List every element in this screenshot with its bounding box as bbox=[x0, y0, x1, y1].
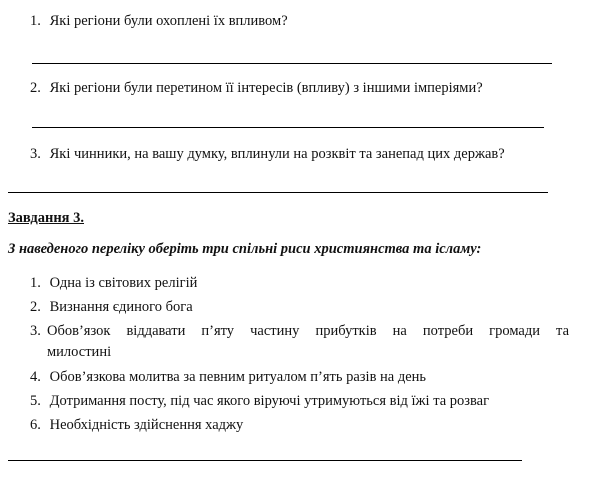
list-item-text: Обов’язкова молитва за певним ритуалом п’ять разів на день bbox=[49, 369, 427, 385]
question-text: Які чинники, на вашу думку, вплинули на розквіт та занепад цих держав? bbox=[49, 146, 505, 162]
answer-line-1[interactable] bbox=[32, 63, 552, 64]
list-item-number: 5. bbox=[30, 393, 41, 409]
question-text: Які регіони були перетином її інтересів (впливу) з іншими імперіями? bbox=[49, 80, 483, 96]
list-item-number: 3. bbox=[30, 323, 41, 339]
list-item-number: 2. bbox=[30, 299, 41, 315]
question-2 bbox=[30, 79, 483, 97]
question-3 bbox=[30, 145, 505, 163]
question-text: Які регіони були охоплені їх впливом? bbox=[49, 13, 288, 29]
list-item-2 bbox=[30, 298, 193, 316]
list-item-6 bbox=[30, 416, 243, 434]
answer-line-3[interactable] bbox=[8, 192, 548, 193]
list-item-text: Дотримання посту, під час якого віруючі утримуються від їжі та розваг bbox=[49, 393, 490, 409]
list-item-text: Одна із світових релігій bbox=[49, 275, 198, 291]
answer-line-4[interactable] bbox=[8, 460, 522, 461]
list-item-number: 6. bbox=[30, 417, 41, 433]
list-item-continuation: милостині bbox=[47, 344, 112, 360]
question-number: 1. bbox=[30, 13, 41, 29]
list-item-number: 4. bbox=[30, 369, 41, 385]
list-item-1 bbox=[30, 274, 197, 292]
list-item-number: 1. bbox=[30, 275, 41, 291]
list-item-text: Обов’язок віддавати п’яту частину прибутків на потреби громади та bbox=[47, 323, 569, 339]
list-item-4 bbox=[30, 368, 426, 386]
list-item-text: Визнання єдиного бога bbox=[49, 299, 193, 315]
question-number: 3. bbox=[30, 146, 41, 162]
question-number: 2. bbox=[30, 80, 41, 96]
list-item-text: Необхідність здійснення хаджу bbox=[49, 417, 244, 433]
list-item-5 bbox=[30, 392, 489, 410]
question-1 bbox=[30, 12, 288, 30]
answer-line-2[interactable] bbox=[32, 127, 544, 128]
task-instruction: З наведеного переліку оберіть три спільні риси християнства та ісламу: bbox=[8, 241, 482, 257]
task-title: Завдання 3. bbox=[8, 210, 85, 226]
list-item-3 bbox=[30, 322, 46, 340]
